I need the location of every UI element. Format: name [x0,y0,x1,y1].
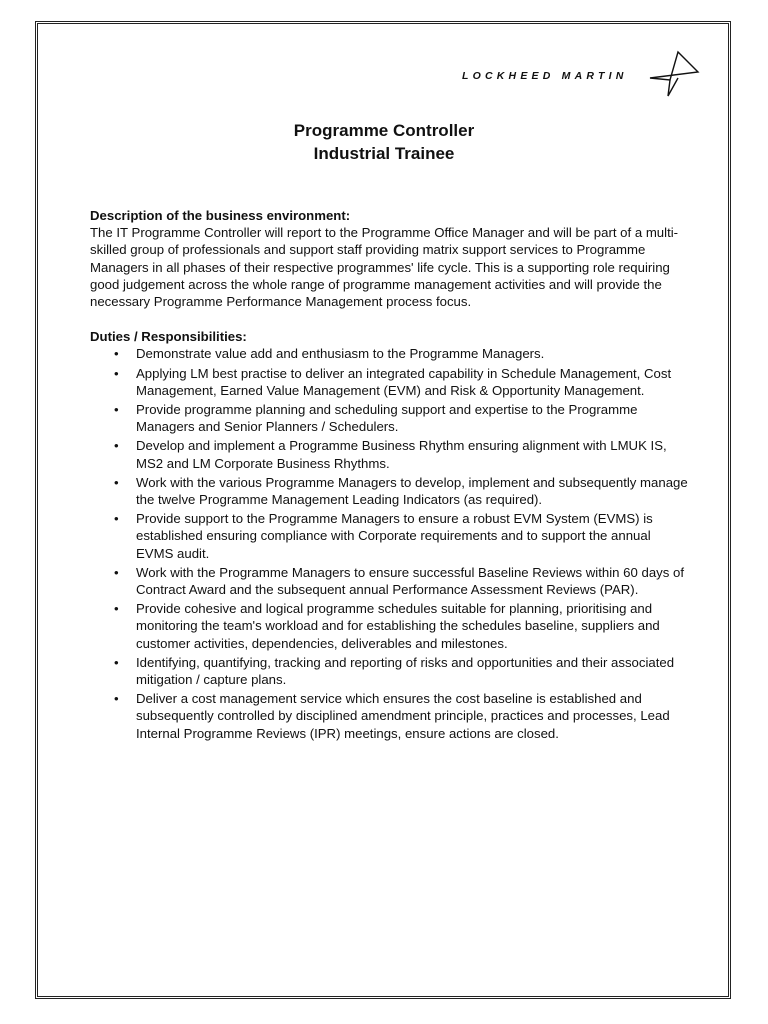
bullet-icon: • [114,474,119,490]
business-heading: Description of the business environment: [90,208,351,223]
bullet-icon: • [114,654,119,670]
page-title: Programme Controller [293,121,475,140]
list-item: • Provide programme planning and scheduling support and expertise to the Programme Managers and Senior Planners / Schedulers. [114,402,638,435]
list-item: • Deliver a cost management service which ensures the cost baseline is established and subsequently controlled by disciplined amendment principle, practices and processes, Lead Internal Programme Reviews (IPR) meetings, ensure actions are closed. [114,691,670,741]
bullet-icon: • [114,438,119,454]
list-item: • Applying LM best practise to deliver an integrated capability in Schedule Management, Cost Management, Earned Value Management (EVM) and Risk & Opportunity Management. [114,365,672,398]
business-description: The IT Programme Controller will report to the Programme Office Manager and will be part of a multi-skilled group of professionals and support staff providing matrix support services to Programme Managers in all phases of their respective programmes' life cycle. This is a supporting role requiring good judgement across the whole range of programme management activities and will provide the necessary Programme Performance Management process focus. [90,225,679,310]
bullet-icon: • [114,564,119,580]
list-item: • Provide support to the Programme Managers to ensure a robust EVM System (EVMS) is established ensuring compliance with Corporate requirements and to support the annual EVMS audit. [114,511,653,561]
list-item: • Identifying, quantifying, tracking and reporting of risks and opportunities and their associated mitigation / capture plans. [114,654,675,688]
logo-text: LOCKHEED MARTIN [462,70,628,82]
bullet-icon: • [114,402,119,418]
document-body [90,207,690,744]
company-logo [458,48,708,98]
bullet-icon: • [114,346,119,362]
bullet-icon: • [114,601,119,617]
bullet-icon: • [114,365,119,381]
list-item: • Work with the various Programme Managers to develop, implement and subsequently manage the twelve Programme Management Leading Indicators (as required). [114,474,688,508]
list-item: • Develop and implement a Programme Business Rhythm ensuring alignment with LMUK IS, MS2 and LM Corporate Business Rhythms. [114,438,667,471]
star-logo-icon [648,50,700,98]
duties-section [90,328,690,742]
list-item: • Demonstrate value add and enthusiasm to the Programme Managers. [114,346,545,362]
bullet-icon: • [114,691,119,707]
bullet-icon: • [114,511,119,527]
list-item: • Work with the Programme Managers to ensure successful Baseline Reviews within 60 days of Contract Award and the subsequent annual Performance Assessment Reviews (PAR). [114,564,685,598]
duties-list [90,345,690,741]
list-item: • Provide cohesive and logical programme schedules suitable for planning, prioritising and monitoring the team's workload and for establishing the schedules baseline, suppliers and customer activities, dependencies, deliverables and milestones. [114,601,660,651]
duties-heading: Duties / Responsibilities: [90,329,247,345]
page-subtitle: Industrial Trainee [313,144,455,163]
